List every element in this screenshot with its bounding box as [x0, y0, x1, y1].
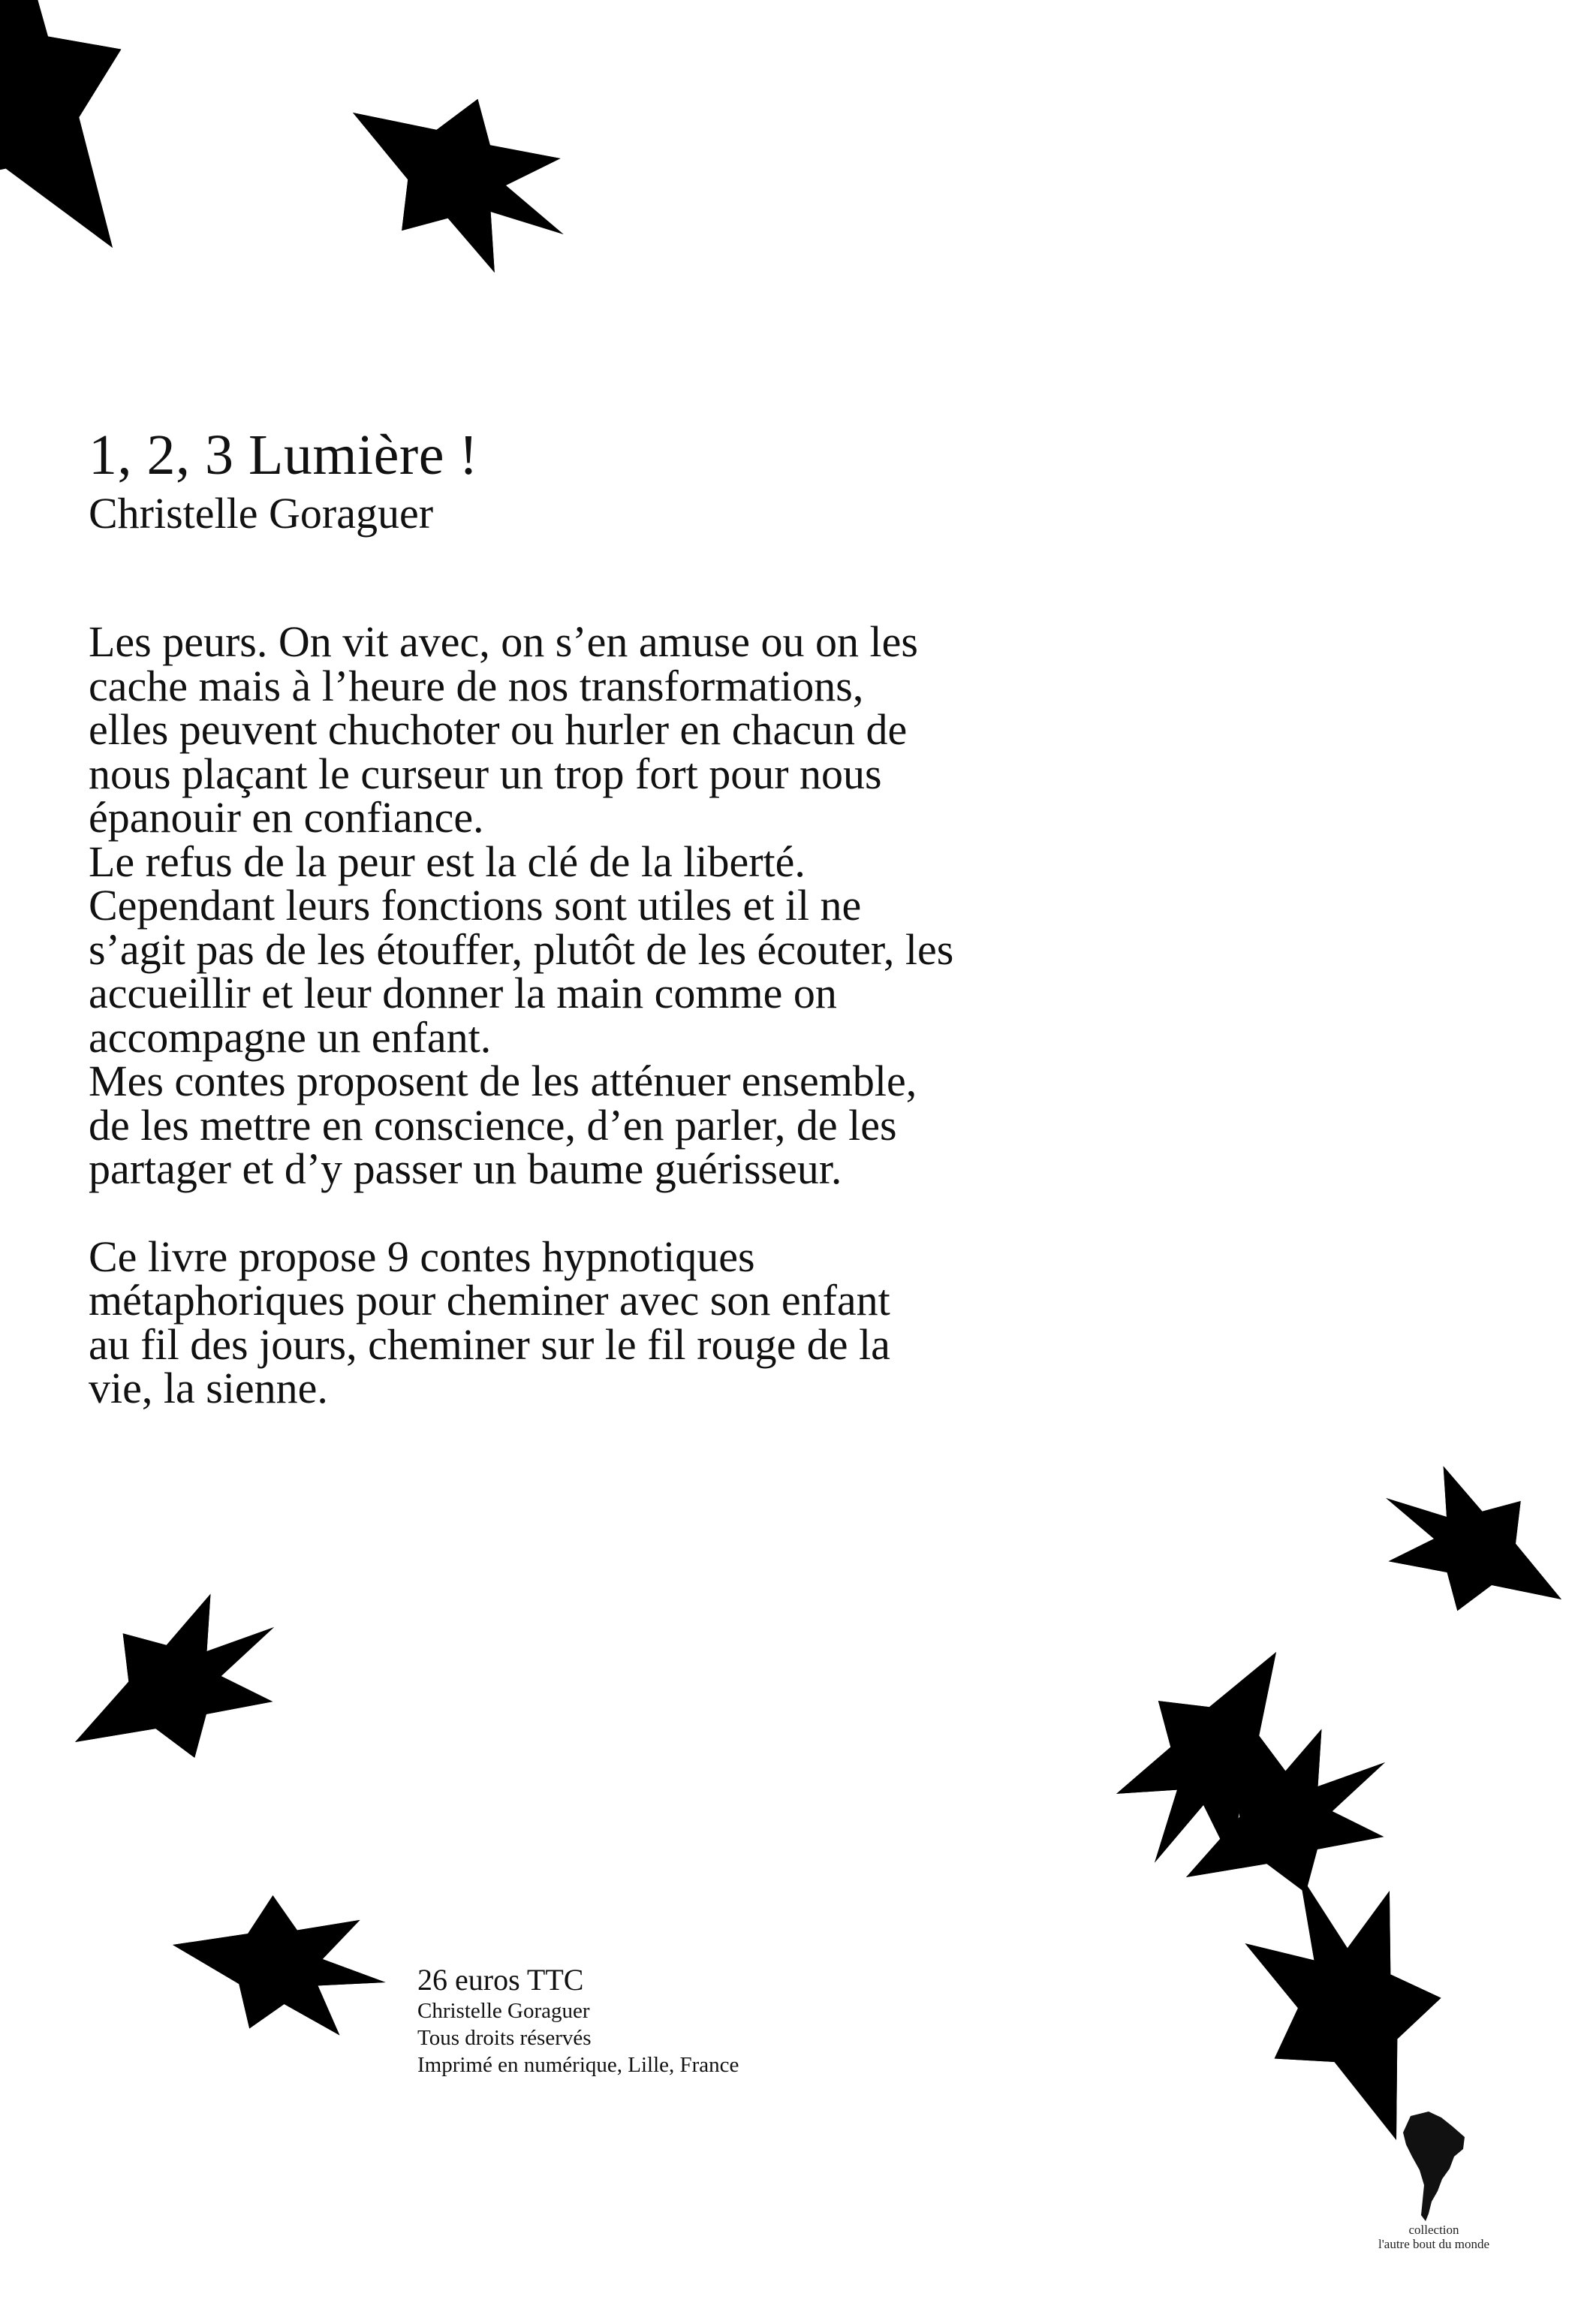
blurb-line: Cependant leurs fonctions sont utiles et il ne: [89, 881, 862, 930]
autumn-leaf-icon: [125, 1873, 397, 2051]
blurb-line: de les mettre en conscience, d’en parler, de les: [89, 1100, 897, 1150]
blurb-line: vie, la sienne.: [89, 1364, 328, 1412]
colophon: [417, 1963, 739, 2078]
blurb-line: cache mais à l’heure de nos transformations,: [89, 661, 864, 710]
autumn-leaf-icon: [279, 28, 601, 301]
blurb-line: accompagne un enfant.: [89, 1012, 492, 1062]
book-author: Christelle Goraguer: [89, 489, 434, 538]
colophon-rights: Tous droits réservés: [417, 2026, 592, 2050]
south-america-silhouette-icon: [1400, 2110, 1468, 2223]
blurb-line: Ce livre propose 9 contes hypnotiques: [89, 1231, 755, 1281]
autumn-leaf-icon: [1355, 1442, 1596, 1670]
blurb-line: s’agit pas de les étouffer, plutôt de les écouter, les: [89, 924, 954, 974]
blurb-line: épanouir en confiance.: [89, 793, 484, 842]
book-title: 1, 2, 3 Lumière !: [89, 423, 479, 487]
collection-label: collection: [1408, 2223, 1459, 2237]
autumn-leaf-icon: [0, 0, 248, 366]
collection-name: l'autre bout du monde: [1378, 2237, 1489, 2251]
autumn-leaf-icon: [1118, 1702, 1422, 1960]
blurb-line: elles peuvent chuchoter ou hurler en chacun de: [89, 705, 908, 754]
blurb-line: Mes contes proposent de les atténuer ensemble,: [89, 1057, 917, 1105]
back-cover-blurb: [89, 617, 1215, 1412]
blurb-line: au fil des jours, cheminer sur le fil rouge de la: [89, 1319, 890, 1369]
colophon-printing: Imprimé en numérique, Lille, France: [417, 2053, 739, 2077]
blurb-line: nous plaçant le curseur un trop fort pour nous: [89, 749, 882, 798]
autumn-leaf-icon: [1087, 1578, 1360, 1900]
paragraph-spacer: [89, 1192, 1215, 1235]
blurb-line: partager et d’y passer un baume guérisseur.: [89, 1144, 842, 1193]
autumn-leaf-icon: [333, 2286, 492, 2306]
autumn-leaf-icon: [7, 1566, 311, 1825]
colophon-author: Christelle Goraguer: [417, 1999, 590, 2023]
blurb-line: métaphoriques pour cheminer avec son enfant: [89, 1276, 890, 1325]
price: 26 euros TTC: [417, 1963, 584, 1997]
blurb-line: Les peurs. On vit avec, on s’en amuse ou on les: [89, 617, 918, 666]
blurb-line: Le refus de la peur est la clé de la liberté.: [89, 836, 806, 886]
blurb-line: accueillir et leur donner la main comme on: [89, 969, 837, 1017]
collection-logo: [1359, 2110, 1509, 2251]
